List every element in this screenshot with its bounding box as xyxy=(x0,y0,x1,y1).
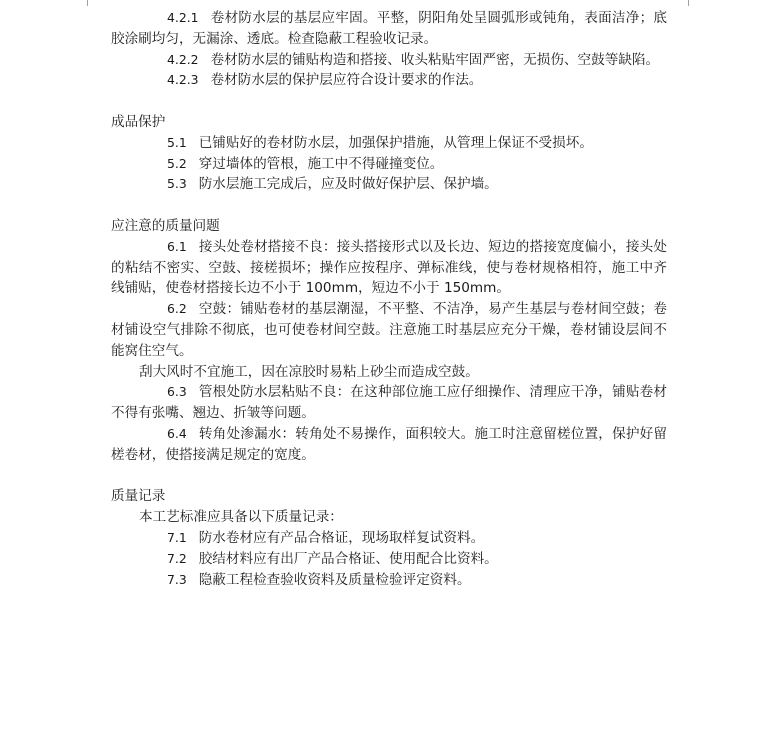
margin-corner-mark-right xyxy=(688,0,689,6)
item-number: 7.1 xyxy=(167,529,187,545)
item-text: 隐蔽工程检查验收资料及质量检验评定资料。 xyxy=(198,571,471,588)
paragraph-6-2-note xyxy=(111,362,667,383)
paragraph-5-1 xyxy=(111,133,667,154)
item-text: 卷材防水层的保护层应符合设计要求的作法。 xyxy=(210,72,483,89)
item-number: 6.2 xyxy=(167,301,187,317)
item-number: 5.3 xyxy=(167,176,187,192)
paragraph-7-2 xyxy=(111,549,667,570)
item-text: 卷材防水层的铺贴构造和搭接、收头粘贴牢固严密，无损伤、空鼓等缺陷。 xyxy=(210,51,660,68)
item-number: 7.3 xyxy=(167,571,187,587)
item-number: 6.4 xyxy=(167,425,187,441)
item-number: 5.2 xyxy=(167,155,187,171)
paragraph-7-1 xyxy=(111,528,667,549)
item-text: 卷材防水层的基层应牢固。平整，阴阳角处呈圆弧形或钝角，表面洁净；底胶涂刷均匀，无漏涂、透底。检查隐蔽工程验收记录。 xyxy=(111,10,667,47)
section-heading-product-protection: 成品保护 xyxy=(111,113,166,130)
item-text: 穿过墙体的管根，施工中不得碰撞变位。 xyxy=(198,155,444,172)
item-number: 4.2.2 xyxy=(167,51,199,67)
item-number: 4.2.3 xyxy=(167,72,199,88)
paragraph-7-3 xyxy=(111,570,667,591)
item-number: 6.3 xyxy=(167,384,187,400)
section-heading-quality-issues: 应注意的质量问题 xyxy=(111,217,220,234)
item-text: 转角处渗漏水：转角处不易操作，面积较大。施工时注意留槎位置，保护好留槎卷材，使搭接满足规定的宽度。 xyxy=(111,425,667,463)
paragraph-5-3 xyxy=(111,174,667,195)
item-text: 刮大风时不宜施工，因在凉胶时易粘上砂尘而造成空鼓。 xyxy=(139,363,479,380)
paragraph-4-2-1 xyxy=(111,8,667,50)
item-text: 接头处卷材搭接不良：接头搭接形式以及长边、短边的搭接宽度偏小，接头处的粘结不密实、空鼓、接槎损坏；操作应按程序、弹标准线，使与卷材规格相符，施工中齐线铺贴，使卷材搭接长边不小于 100mm，短边不小于 150mm。 xyxy=(111,238,667,297)
paragraph-7-intro: 本工艺标准应具备以下质量记录： xyxy=(139,509,343,526)
item-text: 防水层施工完成后，应及时做好保护层、保护墙。 xyxy=(198,176,498,193)
item-text: 防水卷材应有产品合格证，现场取样复试资料。 xyxy=(198,529,485,546)
paragraph-4-2-3 xyxy=(111,70,667,91)
item-text: 空鼓：铺贴卷材的基层潮湿，不平整、不洁净，易产生基层与卷材间空鼓；卷材铺设空气排除不彻底，也可使卷材间空鼓。注意施工时基层应充分干燥，卷材铺设层间不能窝住空气。 xyxy=(111,301,667,359)
margin-corner-mark-left xyxy=(87,0,88,6)
item-number: 5.1 xyxy=(167,134,187,150)
item-text: 管根处防水层粘贴不良：在这种部位施工应仔细操作、清理应干净，铺贴卷材不得有张嘴、翘边、折皱等问题。 xyxy=(111,384,667,422)
item-number: 7.2 xyxy=(167,550,187,566)
section-heading-quality-records: 质量记录 xyxy=(111,488,166,505)
paragraph-6-3 xyxy=(111,382,667,424)
item-text: 胶结材料应有出厂产品合格证、使用配合比资料。 xyxy=(198,550,498,567)
paragraph-6-1 xyxy=(111,237,667,299)
paragraph-6-2 xyxy=(111,299,667,361)
document-body xyxy=(111,8,667,590)
item-number: 4.2.1 xyxy=(167,10,199,25)
paragraph-4-2-2 xyxy=(111,50,667,71)
paragraph-5-2 xyxy=(111,154,667,175)
paragraph-6-4 xyxy=(111,424,667,466)
item-text: 已铺贴好的卷材防水层，加强保护措施，从管理上保证不受损坏。 xyxy=(198,134,593,151)
item-number: 6.1 xyxy=(167,238,187,254)
